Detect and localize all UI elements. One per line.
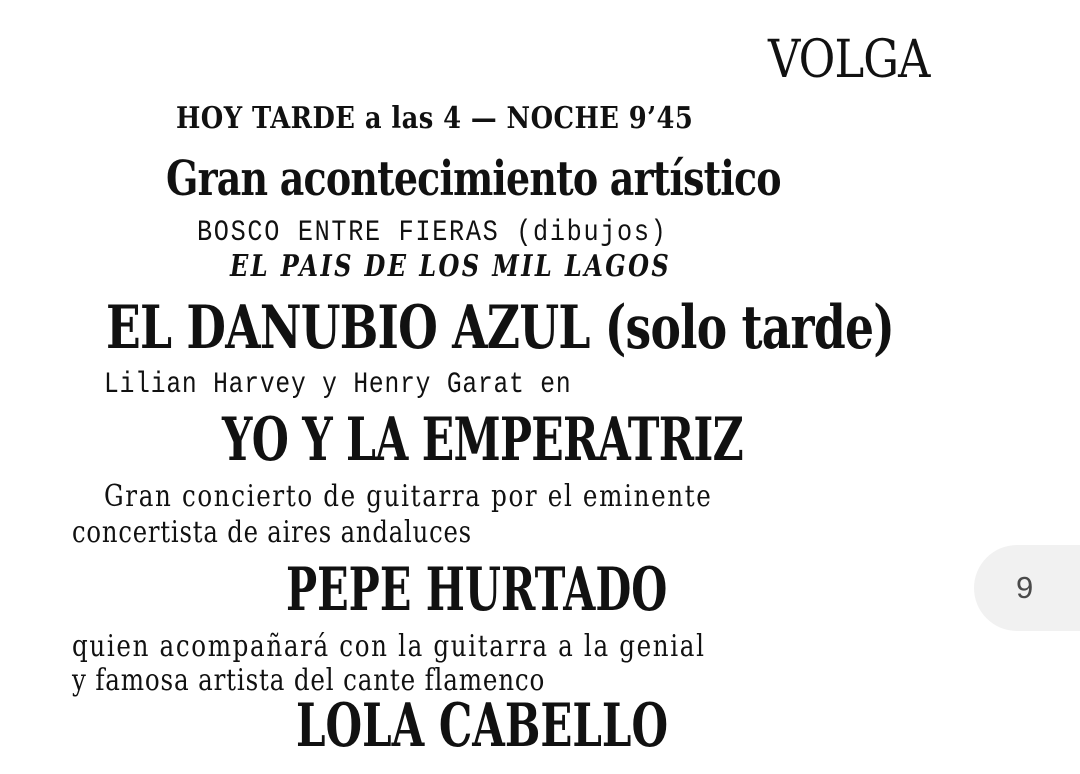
concert-text-line: Gran concierto de guitarra por el eminente bbox=[104, 479, 713, 514]
concert-text-line: concertista de aires andaluces bbox=[72, 515, 472, 550]
guitarist-name: PEPE HURTADO bbox=[286, 555, 668, 625]
singer-name: LOLA CABELLO bbox=[296, 691, 669, 761]
cast-line: Lilian Harvey y Henry Garat en bbox=[104, 368, 572, 402]
showtimes: HOY TARDE a las 4 — NOCHE 9’45 bbox=[176, 101, 694, 136]
accompaniment-text-line: y famosa artista del cante flamenco bbox=[72, 663, 546, 698]
feature-title-1: EL DANUBIO AZUL (solo tarde) bbox=[106, 293, 895, 363]
accompaniment-text-line: quien acompañará con la guitarra a la genial bbox=[72, 629, 706, 664]
venue-name: VOLGA bbox=[768, 30, 930, 90]
documentary-title: EL PAIS DE LOS MIL LAGOS bbox=[230, 249, 672, 284]
feature-title-2: YO Y LA EMPERATRIZ bbox=[222, 405, 744, 475]
page-number-label: 9 bbox=[1016, 570, 1034, 605]
headline: Gran acontecimiento artístico bbox=[166, 151, 781, 207]
short-film-title: BOSCO ENTRE FIERAS (dibujos) bbox=[197, 216, 668, 250]
